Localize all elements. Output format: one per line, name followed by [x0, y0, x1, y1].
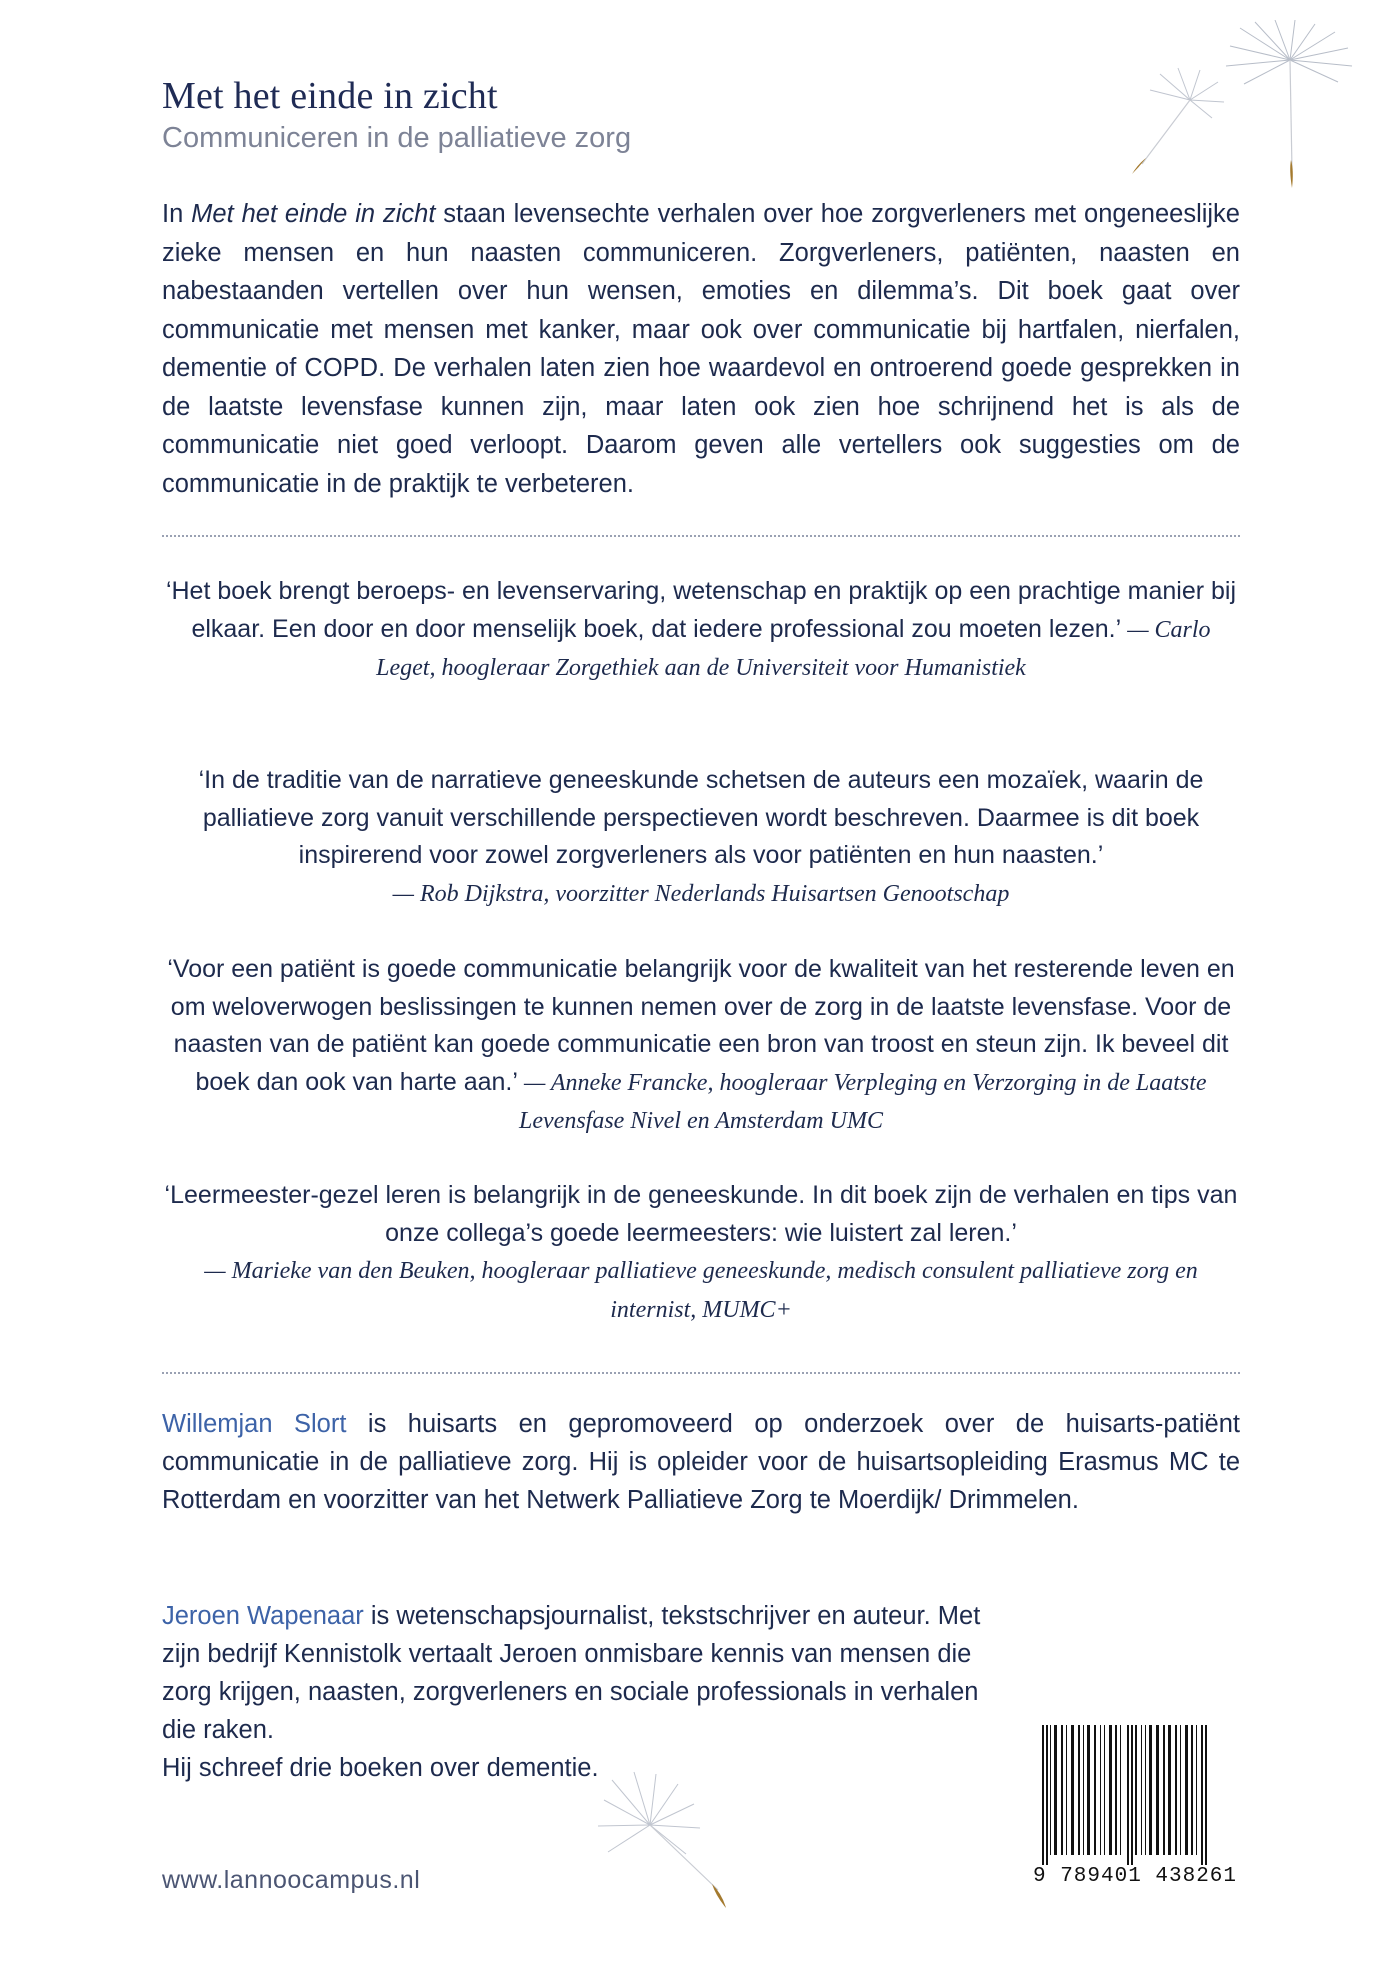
- barcode-bar: [1061, 1725, 1063, 1855]
- barcode-bars: [1030, 1721, 1240, 1865]
- publisher-website-link[interactable]: www.lannoocampus.nl: [162, 1866, 421, 1894]
- barcode-bar: [1054, 1725, 1057, 1855]
- dotted-divider: [162, 1372, 1240, 1374]
- author-bio-extra: Hij schreef drie boeken over dementie.: [162, 1754, 599, 1782]
- author-bio-text: is wetenschapsjournalist, tekstschrijver en auteur. Met zijn bedrijf Kennistolk vertaalt Jeroen onmisbare kennis van mensen die zorg krijgen, naasten, zorgverleners en sociale professionals in verhalen die raken.: [162, 1602, 981, 1744]
- dotted-divider: [162, 535, 1240, 537]
- barcode-bar: [1071, 1725, 1074, 1855]
- dandelion-seed-icon: [1120, 60, 1230, 180]
- barcode-bar: [1104, 1725, 1105, 1855]
- intro-paragraph: [162, 195, 1240, 503]
- dandelion-seed-icon: [1220, 20, 1360, 200]
- barcode-bar: [1141, 1725, 1142, 1855]
- barcode-bar: [1149, 1725, 1152, 1855]
- barcode-bar: [1127, 1725, 1129, 1865]
- barcode-bar: [1083, 1725, 1084, 1855]
- barcode-bar: [1131, 1725, 1133, 1865]
- endorsement-quote: [162, 573, 1240, 688]
- barcode-bar: [1201, 1725, 1203, 1865]
- book-subtitle: Communiceren in de palliatieve zorg: [162, 122, 632, 154]
- barcode-bar: [1156, 1725, 1159, 1855]
- barcode-bar: [1115, 1725, 1117, 1855]
- barcode-bar: [1135, 1725, 1137, 1855]
- barcode-bar: [1205, 1725, 1207, 1865]
- quote-text: ‘Voor een patiënt is goede communicatie belangrijk voor de kwaliteit van het resterende leven en om weloverwogen beslissingen te kunnen nemen over de zorg in de laatste levensfase. Voor de naasten van de patiënt kan goede communicatie een bron van troost en steun zijn. Ik beveel dit boek dan ook van harte aan.’: [167, 955, 1235, 1096]
- barcode-bar: [1185, 1725, 1188, 1855]
- book-title: Met het einde in zicht: [162, 75, 498, 117]
- barcode-bar: [1109, 1725, 1112, 1855]
- barcode-bar: [1087, 1725, 1090, 1855]
- barcode-bar: [1175, 1725, 1177, 1855]
- endorsement-quote: [162, 762, 1240, 913]
- endorsement-quote: [162, 1177, 1240, 1329]
- barcode-bar: [1042, 1725, 1044, 1865]
- author-bio: [162, 1597, 992, 1787]
- intro-lead: In: [162, 200, 192, 228]
- barcode-bar: [1163, 1725, 1165, 1855]
- barcode-bar: [1046, 1725, 1048, 1865]
- quote-text: ‘Leermeester-gezel leren is belangrijk in de geneeskunde. In dit boek zijn de verhalen en tips van onze collega’s goede leermeesters: wie luistert zal leren.’: [164, 1181, 1238, 1247]
- quote-attribution: — Rob Dijkstra, voorzitter Nederlands Huisartsen Genootschap: [392, 880, 1010, 907]
- author-bio: [162, 1405, 1240, 1519]
- quote-attribution: — Carlo Leget, hoogleraar Zorgethiek aan de Universiteit voor Humanistiek: [376, 616, 1211, 681]
- intro-text: staan levensechte verhalen over hoe zorgverleners met ongeneeslijke zieke mensen en hun naasten communiceren. Zorgverleners, patiënten, naasten en nabestaanden vertellen over hun wensen, emoties en dilemma’s. Dit boek gaat over communicatie met mensen met kanker, maar ook over communicatie bij hartfalen, nierfalen, dementie of COPD. De verhalen laten zien hoe waardevol en ontroerend goede gesprekken in de laatste levensfase kunnen zijn, maar laten ook zien hoe schrijnend het is als de communicatie niet goed verloopt. Daarom geven alle vertellers ook suggesties om de communicatie in de praktijk te verbeteren.: [162, 200, 1240, 498]
- isbn-number: 9 789401 438261: [1032, 1865, 1238, 1888]
- quote-attribution: — Marieke van den Beuken, hoogleraar palliatieve geneeskunde, medisch consulent palliatieve zorg en internist, MUMC+: [204, 1258, 1198, 1323]
- quote-text: ‘In de traditie van de narratieve geneeskunde schetsen de auteurs een mozaïek, waarin de palliatieve zorg vanuit verschillende perspectieven wordt beschreven. Daarmee is dit boek inspirerend voor zowel zorgverleners als voor patiënten en hun naasten.’: [198, 766, 1204, 869]
- barcode-bar: [1120, 1725, 1121, 1855]
- author-name: Jeroen Wapenaar: [162, 1602, 364, 1630]
- dandelion-seed-icon: [590, 1770, 740, 1920]
- barcode-bar: [1168, 1725, 1171, 1855]
- barcode-bar: [1094, 1725, 1096, 1855]
- barcode-bar: [1078, 1725, 1080, 1855]
- barcode-bar: [1196, 1725, 1197, 1855]
- barcode-bar: [1145, 1725, 1146, 1855]
- author-name: Willemjan Slort: [162, 1410, 347, 1438]
- quote-text: ‘Het boek brengt beroeps- en levenservaring, wetenschap en praktijk op een prachtige manier bij elkaar. Een door en door menselijk boek, dat iedere professional zou moeten lezen.’: [165, 577, 1237, 643]
- isbn-barcode: [1030, 1721, 1240, 1891]
- intro-book-title: Met het einde in zicht: [191, 200, 436, 228]
- quote-attribution: — Anneke Francke, hoogleraar Verpleging en Verzorging in de Laatste Levensfase Nivel en Amsterdam UMC: [519, 1069, 1207, 1134]
- author-bio-text: is huisarts en gepromoveerd op onderzoek over de huisarts-patiënt communicatie in de palliatieve zorg. Hij is opleider voor de huisartsopleiding Erasmus MC te Rotterdam en voorzitter van het Netwerk Palliatieve Zorg te Moerdijk/ Drimmelen.: [162, 1410, 1240, 1514]
- barcode-bar: [1180, 1725, 1181, 1855]
- barcode-bar: [1050, 1725, 1051, 1855]
- barcode-bar: [1100, 1725, 1101, 1855]
- endorsement-quote: [162, 951, 1240, 1141]
- barcode-bar: [1191, 1725, 1193, 1855]
- barcode-bar: [1066, 1725, 1067, 1855]
